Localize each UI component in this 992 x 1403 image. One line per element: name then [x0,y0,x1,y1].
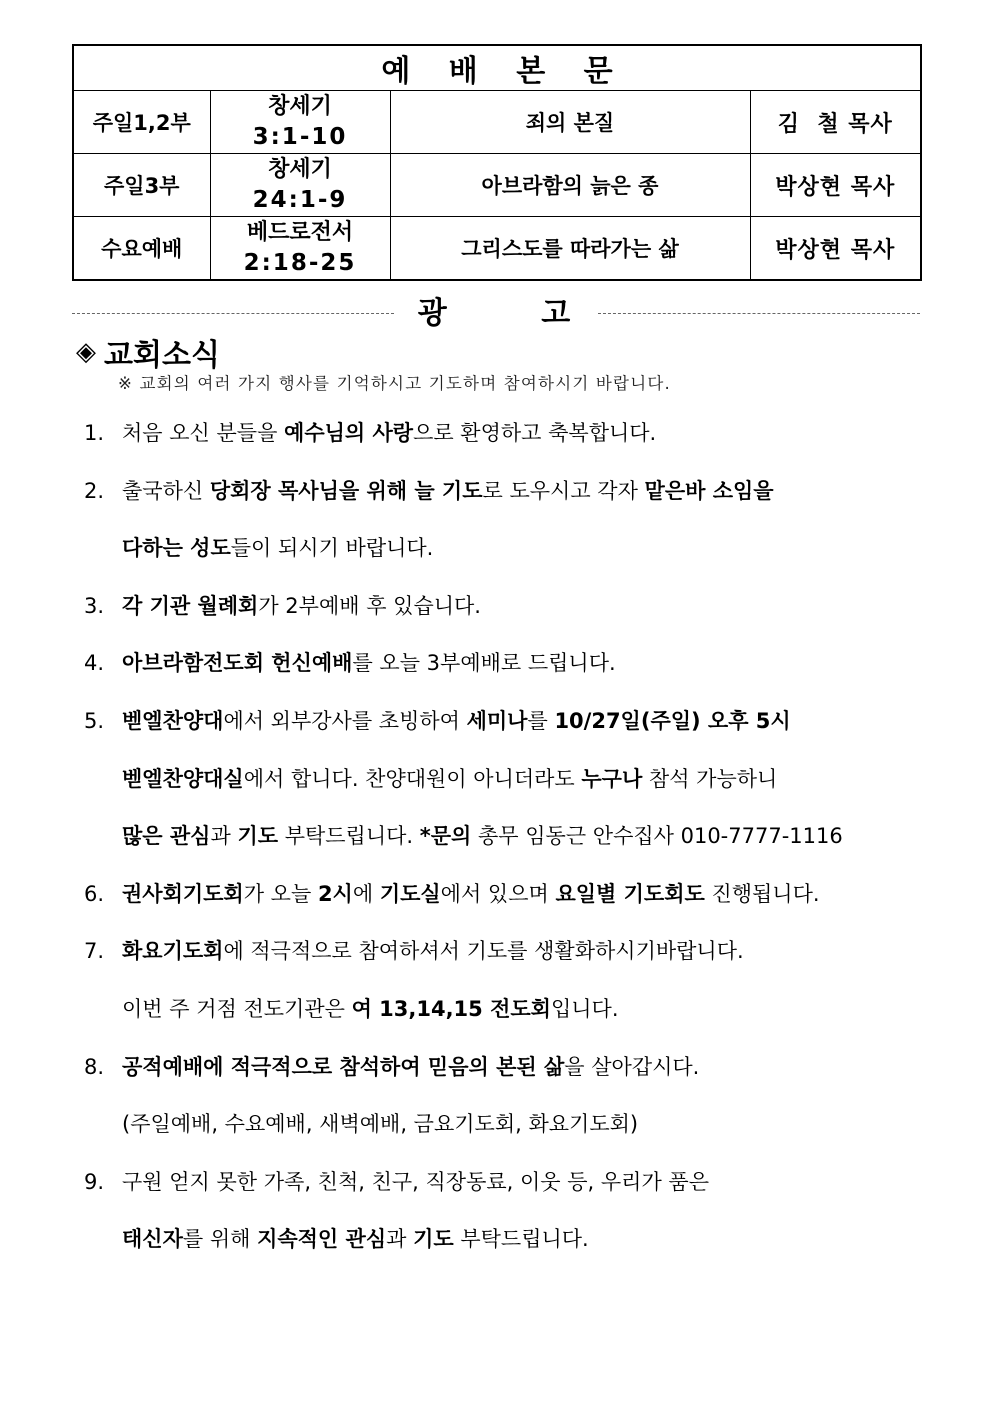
emphasis-text: 화요기도회 [122,939,224,964]
announcement-line [122,1039,904,1097]
body-text: 을 살아갑시다. [564,1054,700,1079]
announcement-line [122,751,904,809]
scripture-verse: 2:18-25 [243,250,357,276]
emphasis-text: 요일별 기도회도 [555,881,705,906]
announcement-line [122,1154,904,1212]
announcements-label: 광 고 [417,296,613,331]
announcement-line [122,923,904,981]
body-text: 진행됩니다. [704,881,820,906]
worship-scripture-table [72,44,922,281]
emphasis-text: 다하는 성도 [122,536,231,561]
body-text: 입니다. [550,996,619,1021]
service-name: 수요예배 [73,217,210,281]
emphasis-text: 세미나 [466,708,528,733]
sermon-title: 죄의 본질 [390,91,750,154]
announcement-line [122,520,904,578]
church-news-note: ※ 교회의 여러 가지 행사를 기억하시고 기도하며 참여하시기 바랍니다. [118,374,671,393]
scripture-ref [210,91,390,154]
emphasis-text: 태신자 [122,1227,183,1252]
emphasis-text: 누구나 [581,766,643,791]
announcement-line [122,693,904,751]
announcement-item [84,866,904,924]
body-text: 에서 있으며 [440,881,556,906]
body-text: 으로 환영하고 축복합니다. [413,421,657,445]
emphasis-text: 각 기관 월례회 [122,593,259,618]
body-text: 부탁드립니다. [453,1227,589,1252]
announcement-number: 8. [84,1054,105,1079]
announcement-number: 1. [84,421,105,445]
emphasis-text: 10/27일(주일) 오후 5시 [554,708,791,733]
preacher-name: 김 철 목사 [750,91,921,154]
announcement-number: 3. [84,593,105,618]
announcement-item [84,635,904,693]
sermon-title: 아브라함의 늙은 종 [390,154,750,217]
body-text: 를 [527,708,555,733]
table-row [73,217,921,281]
announcements-heading [72,292,920,331]
service-name: 주일1,2부 [73,91,210,154]
church-news-label: 교회소식 [104,338,220,373]
body-text: 를 위해 [182,1227,258,1252]
emphasis-text: 예수님의 사랑 [284,421,414,445]
emphasis-text: *문의 [419,824,472,849]
body-text: 이번 주 거점 전도기관은 [122,996,352,1021]
body-text: 처음 오신 분들을 [122,421,285,445]
table-row [73,91,921,154]
body-text: 로 도우시고 각자 [482,478,645,503]
scripture-book: 창세기 [268,94,332,119]
emphasis-text: 기도 [413,1227,454,1252]
emphasis-text: 공적예배에 적극적으로 참석하여 믿음의 본된 삶 [122,1054,565,1079]
announcement-line [122,981,904,1039]
body-text: 과 [210,824,238,849]
emphasis-text: 권사회기도회 [122,881,244,906]
emphasis-text: 당회장 목사님을 위해 늘 기도 [209,478,483,503]
emphasis-text: 벧엘찬양대 [122,708,224,733]
scripture-ref [210,154,390,217]
sermon-title: 그리스도를 따라가는 삶 [390,217,750,281]
emphasis-text: 많은 관심 [122,824,211,849]
emphasis-text: 아브라함전도회 헌신예배 [122,651,353,676]
diamond-bullet-icon: ◈ [76,337,96,367]
announcement-line [122,866,904,924]
body-text: 총무 임동근 안수집사 010-7777-1116 [471,824,843,849]
announcement-item [84,1039,904,1154]
announcement-item [84,578,904,636]
body-text: 가 2부예배 후 있습니다. [258,593,481,618]
table-title: 예 배 본 문 [73,45,921,91]
announcement-item [84,1154,904,1269]
body-text: 에서 외부강사를 초빙하여 [223,708,467,733]
announcement-number: 9. [84,1169,105,1194]
body-text: 과 [386,1227,414,1252]
announcement-line [122,1096,904,1154]
announcement-item [84,463,904,578]
table-row [73,154,921,217]
scripture-book: 창세기 [268,157,332,182]
announcement-number: 4. [84,651,105,676]
emphasis-text: 기도실 [379,881,441,906]
body-text: 부탁드립니다. [278,824,420,849]
dashed-divider-right [598,313,920,314]
body-text: 에 적극적으로 참여하셔서 기도를 생활화하시기바랍니다. [223,939,744,964]
preacher-name: 박상현 목사 [750,217,921,281]
announcement-item [84,693,904,866]
body-text: 를 오늘 3부예배로 드립니다. [352,651,616,676]
emphasis-text: 2시 [317,881,353,906]
announcement-number: 7. [84,939,105,964]
announcement-line [122,463,904,521]
body-text: (주일예배, 수요예배, 새벽예배, 금요기도회, 화요기도회) [122,1112,639,1137]
emphasis-text: 벧엘찬양대실 [122,766,244,791]
scripture-ref [210,217,390,281]
scripture-verse: 3:1-10 [252,124,348,150]
announcement-line [122,1211,904,1269]
announcement-number: 2. [84,478,105,503]
announcement-line [122,808,904,866]
announcement-number: 5. [84,708,105,733]
body-text: 에서 합니다. 찬양대원이 아니더라도 [243,766,582,791]
emphasis-text: 맡은바 소임을 [644,478,774,503]
body-text: 참석 가능하니 [642,766,778,791]
service-name: 주일3부 [73,154,210,217]
announcement-line [122,405,904,463]
emphasis-text: 여 13,14,15 전도회 [351,996,551,1021]
scripture-verse: 24:1-9 [252,187,348,213]
announcement-list [84,405,904,1269]
body-text: 가 오늘 [243,881,318,906]
body-text: 출국하신 [122,478,210,503]
announcement-number: 6. [84,881,105,906]
body-text: 들이 되시기 바랍니다. [230,536,434,561]
announcement-item [84,923,904,1038]
announcement-item [84,405,904,463]
emphasis-text: 지속적인 관심 [257,1227,387,1252]
dashed-divider-left [72,313,394,314]
announcement-line [122,578,904,636]
church-news-title [76,330,220,374]
preacher-name: 박상현 목사 [750,154,921,217]
body-text: 에 [352,881,380,906]
scripture-book: 베드로전서 [246,220,354,245]
body-text: 구원 얻지 못한 가족, 친척, 친구, 직장동료, 이웃 등, 우리가 품은 [122,1169,709,1194]
emphasis-text: 기도 [237,824,279,849]
announcement-line [122,635,904,693]
